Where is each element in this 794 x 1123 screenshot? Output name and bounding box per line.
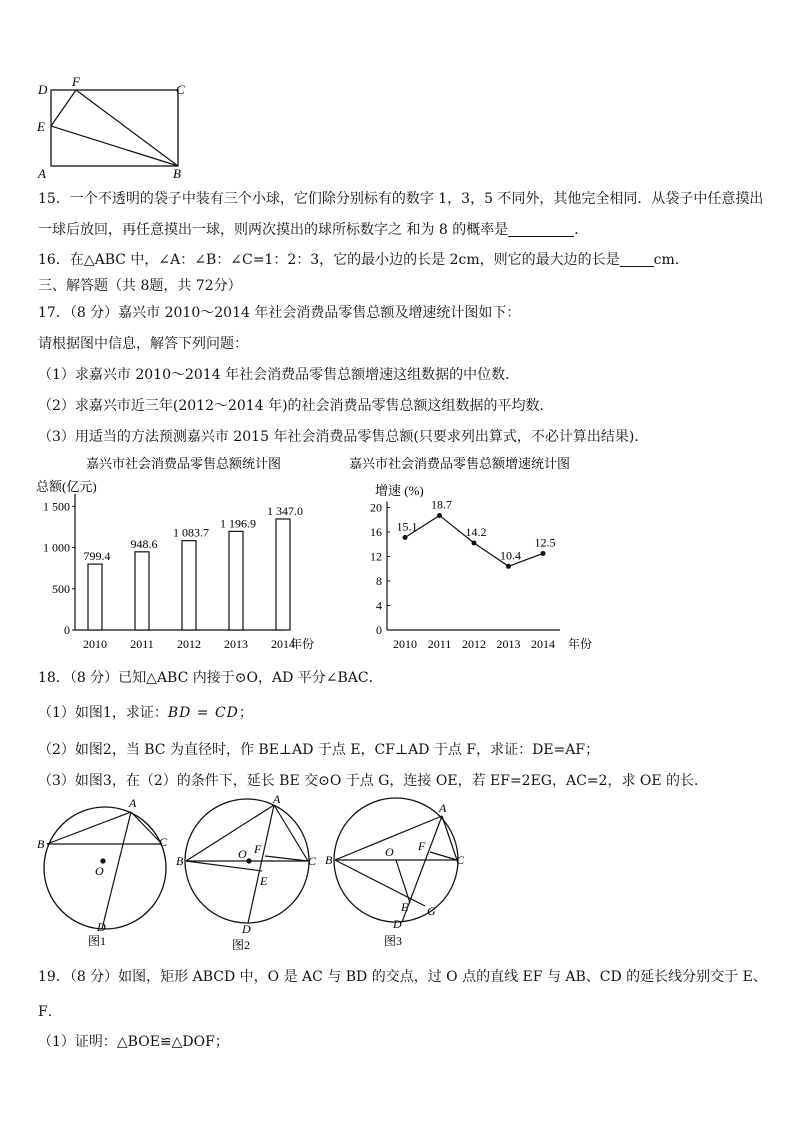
line-chart-ylabel: 增速 (%): [375, 483, 424, 498]
line-y-tick-label: 0: [376, 623, 382, 637]
bar-chart-total-sales: [34, 452, 334, 658]
bar-y-tick-label: 1 000: [43, 540, 70, 555]
data-point-label: 10.4: [500, 548, 521, 563]
bar-value-label: 799.4: [83, 549, 111, 564]
data-point: [472, 541, 477, 546]
line-chart-title: 嘉兴市社会消费品零售总额增速统计图: [349, 456, 571, 471]
bar-category-label: 2014: [271, 637, 295, 651]
label-d: D: [38, 82, 48, 97]
q17-part3: （3）用适当的方法预测嘉兴市 2015 年社会消费品零售总额(只要求列出算式，不必计算出结果)．: [38, 429, 649, 445]
data-point: [403, 535, 408, 540]
q18-intro: 18．（8 分）已知△ABC 内接于⊙O，AD 平分∠BAC．: [38, 670, 383, 686]
bar-chart-title: 嘉兴市社会消费品零售总额统计图: [86, 456, 282, 471]
data-point: [437, 513, 442, 518]
data-point-label: 18.7: [431, 497, 452, 512]
caption-fig2: 图2: [232, 938, 251, 952]
caption-fig3: 图3: [384, 934, 403, 948]
label-c: C: [176, 82, 185, 97]
q17-part2: （2）求嘉兴市近三年(2012～2014 年)的社会消费品零售总额这组数据的平均数．: [38, 398, 554, 414]
bar-value-label: 948.6: [130, 536, 158, 551]
data-point-label: 12.5: [534, 535, 556, 550]
q15-line2: 一球后放回，再任意摸出一球，则两次摸出的球所标数字之 和为 8 的概率是 ．: [38, 222, 589, 238]
bar-value-label: 1 083.7: [173, 525, 209, 540]
bar-category-label: 2013: [224, 637, 248, 651]
q19-line1: 19．（8 分）如图，矩形 ABCD 中，O 是 AC 与 BD 的交点，过 O 点的直线 EF 与 AB、CD 的延长线分别交于 E、: [38, 969, 767, 985]
data-point: [541, 551, 546, 556]
q15-line1: 15．一个不透明的袋子中装有三个小球，它们除分别标有的数字 1，3，5 不同外，其他完全相同．从袋子中任意摸出: [38, 191, 764, 207]
q17-intro: 17．（8 分）嘉兴市 2010～2014 年社会消费品零售总额及增速统计图如下：: [38, 305, 521, 321]
bar-value-label: 1 196.9: [220, 516, 256, 531]
bar-y-tick-label: 500: [52, 581, 70, 596]
line-category-label: 2013: [496, 637, 521, 651]
line-x-label: 年份: [568, 637, 593, 651]
line-y-tick-label: 8: [376, 574, 382, 588]
bar-category-label: 2012: [177, 637, 201, 651]
label-e: E: [37, 119, 45, 134]
svg-text:A: A: [273, 793, 281, 806]
line-y-tick-label: 12: [370, 549, 382, 564]
line-category-label: 2011: [427, 637, 452, 651]
label-f: F: [72, 74, 80, 89]
q17-part1: （1）求嘉兴市 2010～2014 年社会消费品零售总额增速这组数据的中位数．: [38, 367, 520, 383]
bar-y-tick-label: 0: [64, 623, 70, 637]
bar-category-label: 2010: [83, 637, 107, 651]
label-b: B: [173, 166, 181, 181]
svg-text:A: A: [439, 801, 447, 815]
svg-text:C: C: [308, 854, 317, 868]
label-a: A: [38, 166, 46, 181]
svg-text:E: E: [401, 900, 409, 914]
bar-chart-ylabel: 总额(亿元): [36, 479, 97, 494]
svg-text:F: F: [254, 842, 262, 856]
svg-text:O: O: [238, 847, 247, 861]
q19-line2: F．: [38, 1004, 62, 1020]
circle-figure-3: [322, 793, 482, 955]
svg-text:A: A: [129, 796, 137, 810]
svg-text:D: D: [393, 917, 402, 931]
bar-y-tick-label: 1 500: [43, 499, 70, 514]
section-heading: 三、解答题（共 8题，共 72分）: [38, 278, 242, 294]
line-y-tick-label: 4: [376, 598, 382, 613]
bar: [88, 564, 102, 630]
q18-part3: （3）如图3，在（2）的条件下，延长 BE 交⊙O 于点 G，连接 OE，若 EF=2EG，AC=2，求 OE 的长．: [38, 773, 709, 789]
bar: [182, 541, 196, 630]
svg-text:C: C: [159, 835, 168, 849]
q17-prompt: 请根据图中信息，解答下列问题：: [38, 336, 248, 352]
line-chart-growth: [345, 452, 607, 658]
bar-category-label: 2011: [130, 637, 154, 651]
bar: [229, 531, 243, 630]
circle-figure-2: [172, 793, 332, 955]
svg-text:D: D: [97, 920, 106, 934]
q18-part2: （2）如图2，当 BC 为直径时，作 BE⊥AD 于点 E，CF⊥AD 于点 F，求证：DE=AF；: [38, 742, 600, 758]
svg-text:B: B: [37, 837, 45, 851]
svg-text:B: B: [325, 853, 333, 867]
line-category-label: 2012: [462, 637, 486, 651]
data-point-label: 14.2: [465, 525, 487, 540]
q18-part1: （1）如图1，求证：BD = CD；: [38, 705, 253, 721]
svg-text:E: E: [260, 874, 268, 888]
line-y-tick-label: 16: [370, 525, 382, 539]
data-point-label: 15.1: [396, 519, 418, 534]
bar-x-label: 年份: [290, 637, 315, 651]
q16: 16．在△ABC 中，∠A：∠B：∠C=1：2：3，它的最小边的长是 2cm，则它的最大边的长是 cm．: [38, 252, 689, 268]
svg-text:O: O: [95, 864, 104, 878]
q19-part1: （1）证明：△BOE≌△DOF；: [38, 1034, 229, 1050]
svg-text:C: C: [456, 853, 465, 867]
circle-figure-1: [34, 793, 184, 955]
svg-text:O: O: [385, 845, 394, 859]
line-category-label: 2010: [393, 637, 417, 651]
line-y-tick-label: 20: [370, 500, 382, 515]
rectangle-figure: [30, 74, 200, 182]
svg-text:F: F: [418, 839, 426, 853]
bar-value-label: 1 347.0: [267, 503, 303, 518]
svg-text:B: B: [176, 854, 184, 868]
svg-text:G: G: [427, 904, 436, 918]
data-point: [506, 564, 511, 569]
bar: [276, 519, 290, 630]
line-category-label: 2014: [531, 637, 555, 651]
bar: [135, 552, 149, 630]
arc-formula: BD = CD: [167, 705, 239, 721]
svg-text:D: D: [242, 922, 251, 936]
caption-fig1: 图1: [88, 934, 107, 948]
